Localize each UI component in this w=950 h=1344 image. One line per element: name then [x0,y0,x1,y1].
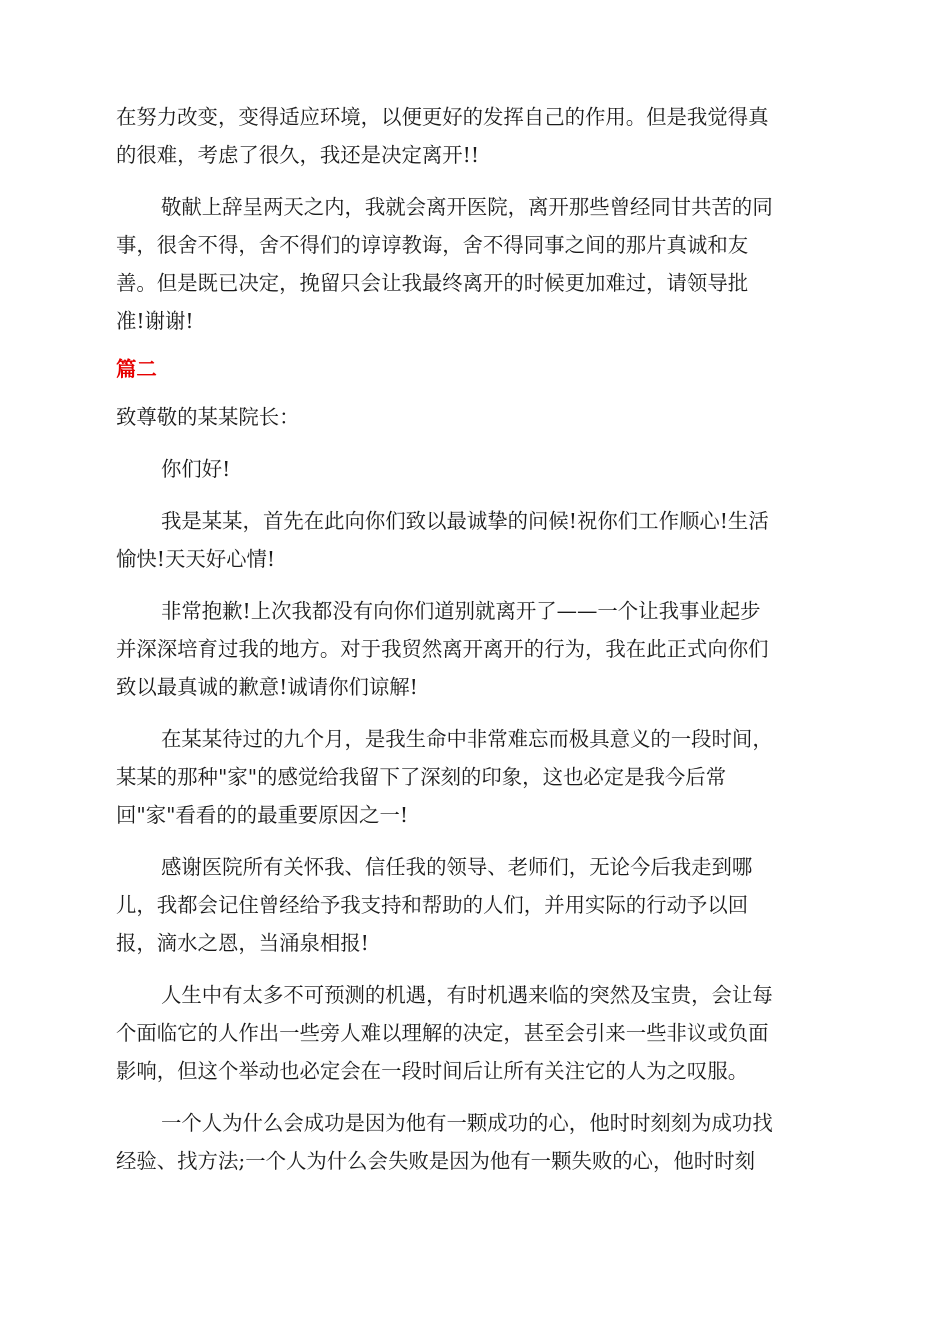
text-line: 某某的那种"家"的感觉给我留下了深刻的印象，这也必定是我今后常 [116,765,727,789]
text-line: 的很难，考虑了很久，我还是决定离开!! [116,143,480,167]
text-line: 在努力改变，变得适应环境，以便更好的发挥自己的作用。但是我觉得真 [116,105,769,129]
text-line: 报，滴水之恩，当涌泉相报! [116,931,369,955]
text-line: 愉快!天天好心情! [116,547,276,571]
text-line: 并深深培育过我的地方。对于我贸然离开离开的行为，我在此正式向你们 [116,637,769,661]
text-line: 个面临它的人作出一些旁人难以理解的决定，甚至会引来一些非议或负面 [116,1021,769,1045]
text-line: 敬献上辞呈两天之内，我就会离开医院，离开那些曾经同甘共苦的同 [161,195,773,219]
body-paragraph-4 [116,720,834,834]
text-line: 致以最真诚的歉意!诚请你们谅解! [116,675,418,699]
text-line: 事，很舍不得，舍不得们的谆谆教诲，舍不得同事之间的那片真诚和友 [116,233,749,257]
intro-paragraph-1 [116,98,834,174]
body-paragraph-1 [116,450,834,488]
salutation [116,398,834,436]
text-line: 你们好! [161,457,231,481]
body-paragraph-2 [116,502,834,578]
body-paragraph-7 [116,1104,834,1180]
body-paragraph-5 [116,848,834,962]
text-line: 一个人为什么会成功是因为他有一颗成功的心，他时时刻刻为成功找 [161,1111,773,1135]
text-line: 人生中有太多不可预测的机遇，有时机遇来临的突然及宝贵，会让每 [161,983,773,1007]
text-line: 致尊敬的某某院长： [116,405,300,429]
body-paragraph-3 [116,592,834,706]
text-line: 非常抱歉!上次我都没有向你们道别就离开了——一个让我事业起步 [161,599,761,623]
text-line: 影响，但这个举动也必定会在一段时间后让所有关注它的人为之叹服。 [116,1059,749,1083]
text-line: 善。但是既已决定，挽留只会让我最终离开的时候更加难过，请领导批 [116,271,749,295]
section-heading: 篇二 [116,357,157,381]
text-line: 儿，我都会记住曾经给予我支持和帮助的人们，并用实际的行动予以回 [116,893,749,917]
text-line: 经验、找方法;一个人为什么会失败是因为他有一颗失败的心，他时时刻 [116,1149,755,1173]
text-line: 在某某待过的九个月，是我生命中非常难忘而极具意义的一段时间， [161,727,773,751]
text-line: 感谢医院所有关怀我、信任我的领导、老师们，无论今后我走到哪 [161,855,753,879]
intro-paragraph-2 [116,188,834,340]
text-line: 我是某某，首先在此向你们致以最诚挚的问候!祝你们工作顺心!生活 [161,509,769,533]
document-page [116,98,834,1180]
text-line: 准!谢谢! [116,309,194,333]
body-paragraph-6 [116,976,834,1090]
text-line: 回"家"看看的的最重要原因之一! [116,803,409,827]
